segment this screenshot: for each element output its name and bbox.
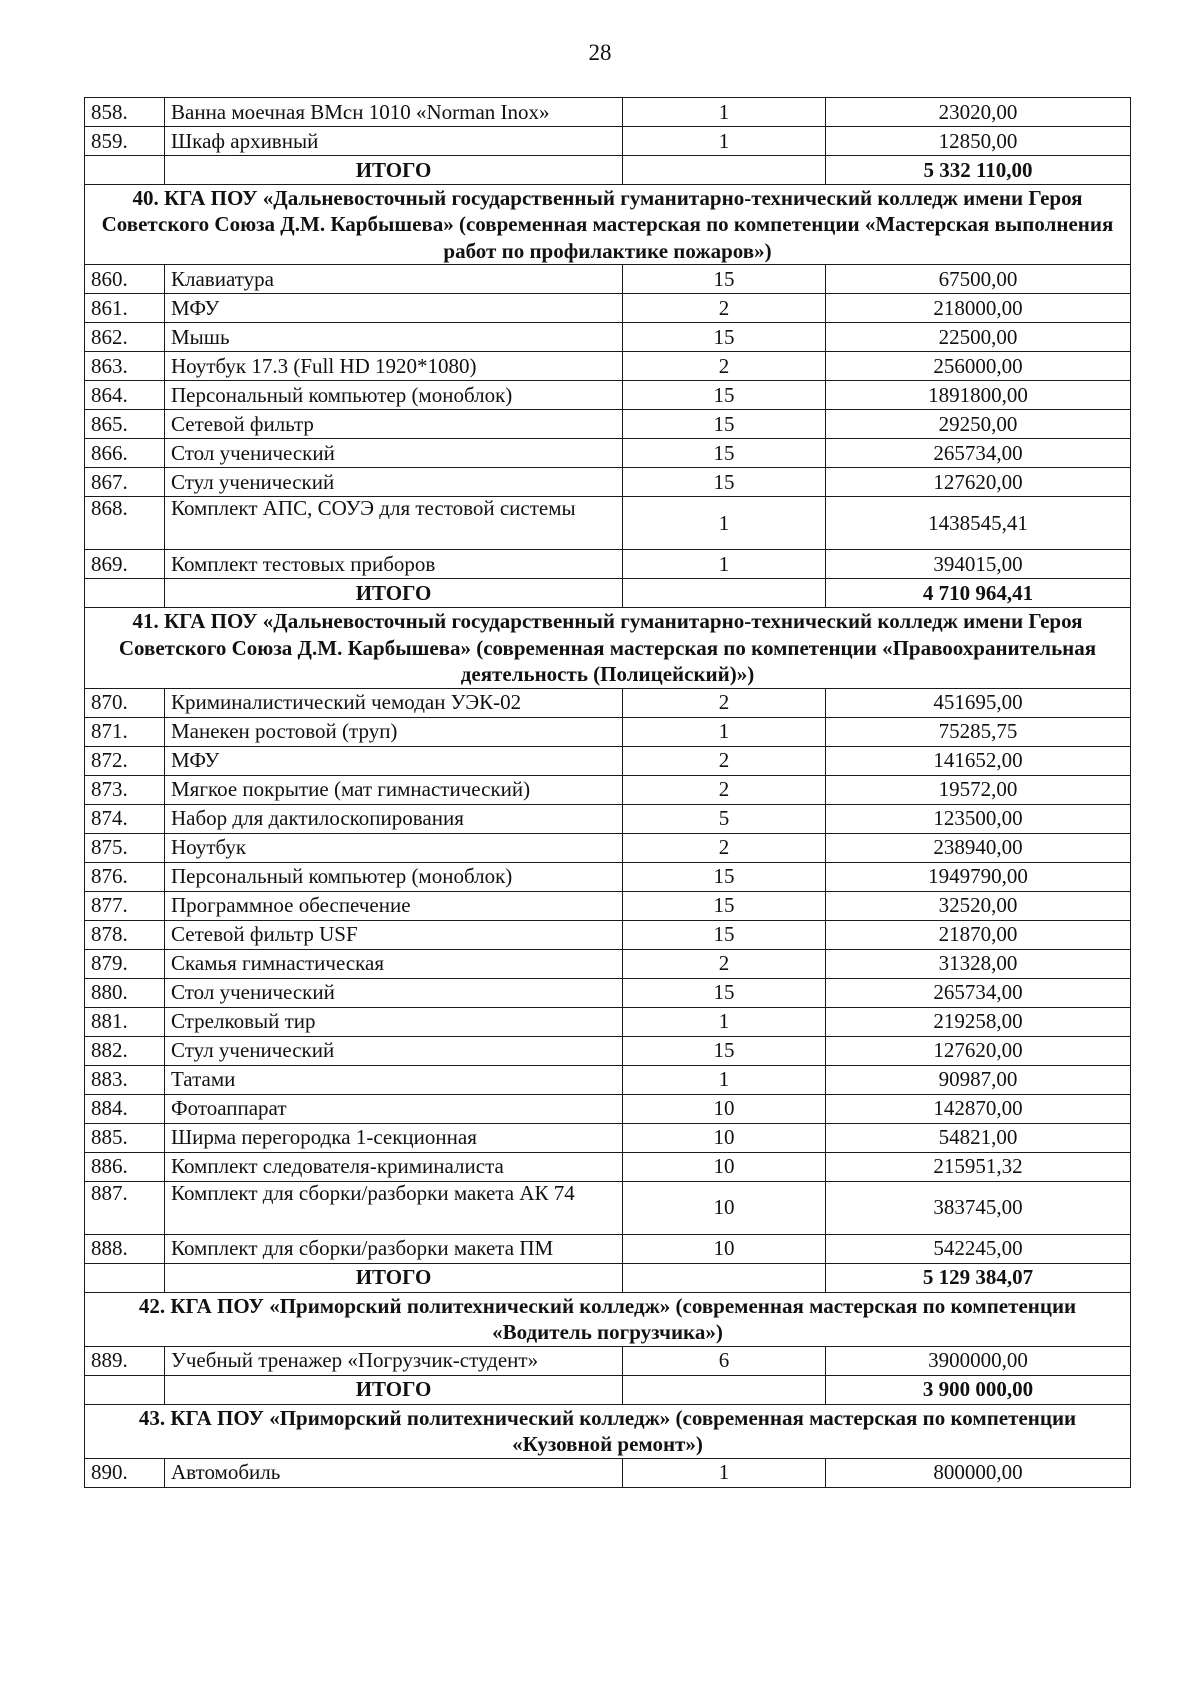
- total-sum: 4 710 964,41: [826, 579, 1131, 608]
- row-number: 866.: [85, 439, 165, 468]
- table-row: [85, 891, 1131, 920]
- row-number: 860.: [85, 265, 165, 294]
- total-empty-cell: [85, 579, 165, 608]
- table-row: [85, 323, 1131, 352]
- total-label: ИТОГО: [165, 156, 623, 185]
- item-sum: 265734,00: [826, 978, 1131, 1007]
- item-quantity: 15: [623, 265, 826, 294]
- table-row: [85, 1123, 1131, 1152]
- table-row: [85, 497, 1131, 550]
- total-sum: 5 332 110,00: [826, 156, 1131, 185]
- item-sum: 67500,00: [826, 265, 1131, 294]
- total-sum: 3 900 000,00: [826, 1375, 1131, 1404]
- item-name: Ноутбук: [165, 833, 623, 862]
- row-number: 877.: [85, 891, 165, 920]
- row-number: 876.: [85, 862, 165, 891]
- item-quantity: 10: [623, 1152, 826, 1181]
- row-number: 885.: [85, 1123, 165, 1152]
- table-row: [85, 1036, 1131, 1065]
- table-row: [85, 1234, 1131, 1263]
- section-header-row: [85, 608, 1131, 688]
- item-name: Татами: [165, 1065, 623, 1094]
- item-name: МФУ: [165, 746, 623, 775]
- item-sum: 23020,00: [826, 98, 1131, 127]
- table-row: [85, 410, 1131, 439]
- total-label: ИТОГО: [165, 1375, 623, 1404]
- row-number: 880.: [85, 978, 165, 1007]
- table-row: [85, 1152, 1131, 1181]
- item-name: Манекен ростовой (труп): [165, 717, 623, 746]
- item-quantity: 15: [623, 439, 826, 468]
- table-row: [85, 1458, 1131, 1487]
- table-row: [85, 688, 1131, 717]
- item-quantity: 10: [623, 1123, 826, 1152]
- table-row: [85, 920, 1131, 949]
- item-sum: 218000,00: [826, 294, 1131, 323]
- row-number: 863.: [85, 352, 165, 381]
- row-number: 889.: [85, 1346, 165, 1375]
- table-row: [85, 804, 1131, 833]
- item-sum: 219258,00: [826, 1007, 1131, 1036]
- item-quantity: 2: [623, 949, 826, 978]
- total-empty-cell: [85, 1375, 165, 1404]
- table-body: [85, 98, 1131, 1488]
- item-quantity: 15: [623, 468, 826, 497]
- item-name: Мышь: [165, 323, 623, 352]
- row-number: 873.: [85, 775, 165, 804]
- table-row: [85, 550, 1131, 579]
- item-sum: 141652,00: [826, 746, 1131, 775]
- item-quantity: 2: [623, 352, 826, 381]
- section-header-row: [85, 1404, 1131, 1458]
- item-sum: 800000,00: [826, 1458, 1131, 1487]
- item-sum: 383745,00: [826, 1181, 1131, 1234]
- item-quantity: 15: [623, 978, 826, 1007]
- page-number: 28: [588, 40, 612, 65]
- total-row: [85, 1263, 1131, 1292]
- item-name: Ванна моечная ВМсн 1010 «Norman Inox»: [165, 98, 623, 127]
- item-quantity: 15: [623, 1036, 826, 1065]
- row-number: 869.: [85, 550, 165, 579]
- item-sum: 90987,00: [826, 1065, 1131, 1094]
- item-quantity: 15: [623, 891, 826, 920]
- row-number: 879.: [85, 949, 165, 978]
- total-label: ИТОГО: [165, 1263, 623, 1292]
- row-number: 871.: [85, 717, 165, 746]
- item-sum: 31328,00: [826, 949, 1131, 978]
- table-row: [85, 439, 1131, 468]
- item-sum: 12850,00: [826, 127, 1131, 156]
- item-name: Автомобиль: [165, 1458, 623, 1487]
- item-name: Программное обеспечение: [165, 891, 623, 920]
- item-name: Скамья гимнастическая: [165, 949, 623, 978]
- table-row: [85, 127, 1131, 156]
- item-sum: 32520,00: [826, 891, 1131, 920]
- row-number: 867.: [85, 468, 165, 497]
- row-number: 861.: [85, 294, 165, 323]
- row-number: 882.: [85, 1036, 165, 1065]
- item-sum: 142870,00: [826, 1094, 1131, 1123]
- table-row: [85, 717, 1131, 746]
- item-name: Комплект для сборки/разборки макета АК 74: [165, 1181, 623, 1234]
- item-quantity: 15: [623, 920, 826, 949]
- item-name: Комплект для сборки/разборки макета ПМ: [165, 1234, 623, 1263]
- row-number: 887.: [85, 1181, 165, 1234]
- item-sum: 1438545,41: [826, 497, 1131, 550]
- item-quantity: 15: [623, 323, 826, 352]
- row-number: 875.: [85, 833, 165, 862]
- item-name: Персональный компьютер (моноблок): [165, 381, 623, 410]
- item-quantity: 15: [623, 381, 826, 410]
- table-row: [85, 1346, 1131, 1375]
- item-sum: 21870,00: [826, 920, 1131, 949]
- section-title: 40. КГА ПОУ «Дальневосточный государственный гуманитарно-технический колледж имени Героя Советского Союза Д.М. Карбышева» (современная мастерская по компетенции «Мастерская выполнения работ по профилактике пожаров»): [85, 185, 1131, 265]
- total-empty-cell: [623, 1375, 826, 1404]
- row-number: 870.: [85, 688, 165, 717]
- equipment-table: [84, 97, 1131, 1488]
- item-sum: 123500,00: [826, 804, 1131, 833]
- section-title: 41. КГА ПОУ «Дальневосточный государственный гуманитарно-технический колледж имени Героя Советского Союза Д.М. Карбышева» (современная мастерская по компетенции «Правоохранительная деятельность (Полицейский)»): [85, 608, 1131, 688]
- item-name: Стул ученический: [165, 468, 623, 497]
- item-quantity: 1: [623, 1458, 826, 1487]
- item-quantity: 5: [623, 804, 826, 833]
- item-name: Клавиатура: [165, 265, 623, 294]
- item-quantity: 1: [623, 1065, 826, 1094]
- item-sum: 256000,00: [826, 352, 1131, 381]
- item-quantity: 6: [623, 1346, 826, 1375]
- item-sum: 1891800,00: [826, 381, 1131, 410]
- item-quantity: 1: [623, 550, 826, 579]
- table-row: [85, 775, 1131, 804]
- table-row: [85, 746, 1131, 775]
- item-sum: 238940,00: [826, 833, 1131, 862]
- table-row: [85, 294, 1131, 323]
- item-quantity: 10: [623, 1234, 826, 1263]
- table-row: [85, 1065, 1131, 1094]
- item-quantity: 2: [623, 688, 826, 717]
- item-quantity: 1: [623, 98, 826, 127]
- item-name: Ноутбук 17.3 (Full HD 1920*1080): [165, 352, 623, 381]
- section-title: 42. КГА ПОУ «Приморский политехнический колледж» (современная мастерская по компетенции «Водитель погрузчика»): [85, 1292, 1131, 1346]
- item-quantity: 10: [623, 1181, 826, 1234]
- item-sum: 542245,00: [826, 1234, 1131, 1263]
- item-quantity: 1: [623, 1007, 826, 1036]
- row-number: 872.: [85, 746, 165, 775]
- item-name: Сетевой фильтр: [165, 410, 623, 439]
- row-number: 881.: [85, 1007, 165, 1036]
- row-number: 862.: [85, 323, 165, 352]
- item-quantity: 1: [623, 127, 826, 156]
- item-name: Комплект АПС, СОУЭ для тестовой системы: [165, 497, 623, 550]
- item-name: Сетевой фильтр USF: [165, 920, 623, 949]
- table-row: [85, 98, 1131, 127]
- table-row: [85, 1007, 1131, 1036]
- total-empty-cell: [623, 156, 826, 185]
- total-empty-cell: [623, 579, 826, 608]
- item-name: Стрелковый тир: [165, 1007, 623, 1036]
- item-name: Стол ученический: [165, 439, 623, 468]
- item-sum: 1949790,00: [826, 862, 1131, 891]
- total-empty-cell: [85, 156, 165, 185]
- row-number: 878.: [85, 920, 165, 949]
- table-row: [85, 381, 1131, 410]
- row-number: 890.: [85, 1458, 165, 1487]
- total-row: [85, 156, 1131, 185]
- section-header-row: [85, 1292, 1131, 1346]
- item-quantity: 2: [623, 294, 826, 323]
- item-name: Криминалистический чемодан УЭК-02: [165, 688, 623, 717]
- row-number: 883.: [85, 1065, 165, 1094]
- item-name: Мягкое покрытие (мат гимнастический): [165, 775, 623, 804]
- total-row: [85, 1375, 1131, 1404]
- item-name: Персональный компьютер (моноблок): [165, 862, 623, 891]
- table-row: [85, 1094, 1131, 1123]
- item-name: МФУ: [165, 294, 623, 323]
- item-name: Стул ученический: [165, 1036, 623, 1065]
- table-row: [85, 352, 1131, 381]
- total-label: ИТОГО: [165, 579, 623, 608]
- item-quantity: 2: [623, 833, 826, 862]
- table-row: [85, 265, 1131, 294]
- item-sum: 215951,32: [826, 1152, 1131, 1181]
- item-sum: 19572,00: [826, 775, 1131, 804]
- item-name: Комплект тестовых приборов: [165, 550, 623, 579]
- item-quantity: 10: [623, 1094, 826, 1123]
- row-number: 886.: [85, 1152, 165, 1181]
- item-name: Стол ученический: [165, 978, 623, 1007]
- row-number: 884.: [85, 1094, 165, 1123]
- item-sum: 22500,00: [826, 323, 1131, 352]
- item-sum: 75285,75: [826, 717, 1131, 746]
- table-row: [85, 1181, 1131, 1234]
- table-row: [85, 833, 1131, 862]
- item-name: Фотоаппарат: [165, 1094, 623, 1123]
- item-sum: 394015,00: [826, 550, 1131, 579]
- table-row: [85, 468, 1131, 497]
- item-quantity: 1: [623, 717, 826, 746]
- item-sum: 451695,00: [826, 688, 1131, 717]
- item-sum: 29250,00: [826, 410, 1131, 439]
- item-quantity: 1: [623, 497, 826, 550]
- item-name: Комплект следователя-криминалиста: [165, 1152, 623, 1181]
- row-number: 864.: [85, 381, 165, 410]
- total-empty-cell: [85, 1263, 165, 1292]
- row-number: 865.: [85, 410, 165, 439]
- total-row: [85, 579, 1131, 608]
- item-quantity: 15: [623, 862, 826, 891]
- row-number: 858.: [85, 98, 165, 127]
- item-name: Шкаф архивный: [165, 127, 623, 156]
- section-header-row: [85, 185, 1131, 265]
- row-number: 888.: [85, 1234, 165, 1263]
- row-number: 874.: [85, 804, 165, 833]
- table-row: [85, 862, 1131, 891]
- row-number: 859.: [85, 127, 165, 156]
- table-row: [85, 978, 1131, 1007]
- item-name: Учебный тренажер «Погрузчик-студент»: [165, 1346, 623, 1375]
- item-sum: 127620,00: [826, 1036, 1131, 1065]
- item-quantity: 15: [623, 410, 826, 439]
- item-sum: 127620,00: [826, 468, 1131, 497]
- table-row: [85, 949, 1131, 978]
- section-title: 43. КГА ПОУ «Приморский политехнический колледж» (современная мастерская по компетенции «Кузовной ремонт»): [85, 1404, 1131, 1458]
- item-name: Набор для дактилоскопирования: [165, 804, 623, 833]
- item-quantity: 2: [623, 746, 826, 775]
- item-sum: 3900000,00: [826, 1346, 1131, 1375]
- total-sum: 5 129 384,07: [826, 1263, 1131, 1292]
- row-number: 868.: [85, 497, 165, 550]
- total-empty-cell: [623, 1263, 826, 1292]
- item-quantity: 2: [623, 775, 826, 804]
- item-sum: 54821,00: [826, 1123, 1131, 1152]
- item-sum: 265734,00: [826, 439, 1131, 468]
- item-name: Ширма перегородка 1-секционная: [165, 1123, 623, 1152]
